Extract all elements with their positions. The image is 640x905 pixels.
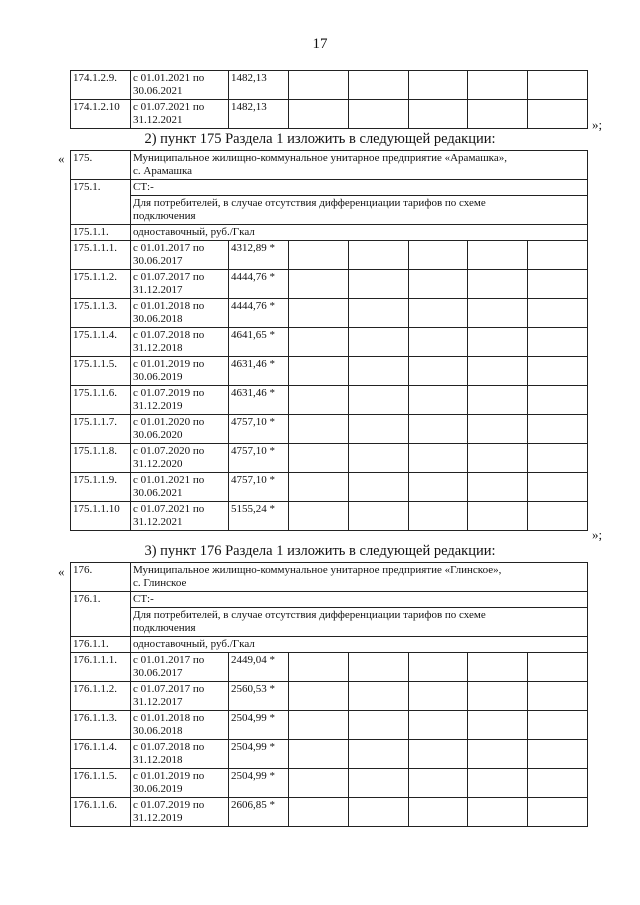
empty-cell: [289, 769, 349, 798]
row-value: 1482,13: [229, 100, 289, 129]
org-number: 176.: [71, 563, 131, 592]
period-from: с 01.07.2020 по: [133, 445, 205, 457]
st-number: 176.1.: [71, 592, 131, 637]
empty-cell: [528, 71, 588, 100]
empty-cell: [528, 682, 588, 711]
st-row: [71, 592, 588, 608]
empty-cell: [468, 71, 528, 100]
empty-cell: [468, 682, 528, 711]
period-from: с 01.01.2020 по: [133, 416, 205, 428]
row-period: [131, 682, 229, 711]
row-period: [131, 502, 229, 531]
rate-row: [71, 225, 588, 241]
row-value: 4757,10 *: [229, 415, 289, 444]
period-from: с 01.07.2018 по: [133, 741, 205, 753]
empty-cell: [348, 415, 408, 444]
empty-cell: [289, 357, 349, 386]
row-number: 176.1.1.1.: [71, 653, 131, 682]
empty-cell: [468, 769, 528, 798]
row-value: 2606,85 *: [229, 798, 289, 827]
period-to: 31.12.2018: [133, 342, 183, 354]
empty-cell: [408, 682, 468, 711]
table-row: [71, 71, 588, 100]
row-period: [131, 769, 229, 798]
empty-cell: [408, 241, 468, 270]
row-value: 2449,04 *: [229, 653, 289, 682]
row-number: 176.1.1.3.: [71, 711, 131, 740]
row-period: [131, 473, 229, 502]
period-to: 31.12.2019: [133, 812, 183, 824]
empty-cell: [468, 444, 528, 473]
row-value: 2504,99 *: [229, 711, 289, 740]
empty-cell: [348, 241, 408, 270]
empty-cell: [289, 386, 349, 415]
period-to: 31.12.2020: [133, 458, 183, 470]
table-row: [71, 328, 588, 357]
period-from: с 01.01.2019 по: [133, 358, 205, 370]
period-from: с 01.01.2017 по: [133, 654, 205, 666]
row-number: 175.1.1.5.: [71, 357, 131, 386]
opening-quote: «: [58, 564, 65, 579]
empty-cell: [289, 415, 349, 444]
period-to: 31.12.2017: [133, 284, 183, 296]
empty-cell: [289, 740, 349, 769]
rate-number: 176.1.1.: [71, 637, 131, 653]
empty-cell: [468, 502, 528, 531]
empty-cell: [289, 71, 349, 100]
empty-cell: [348, 357, 408, 386]
empty-cell: [468, 473, 528, 502]
row-number: 174.1.2.9.: [71, 71, 131, 100]
opening-quote: «: [58, 151, 65, 166]
period-to: 30.06.2021: [133, 487, 183, 499]
row-number: 175.1.1.4.: [71, 328, 131, 357]
period-from: с 01.01.2019 по: [133, 770, 205, 782]
rate-label: одноставочный, руб./Гкал: [131, 225, 588, 241]
empty-cell: [528, 386, 588, 415]
st-row: [71, 180, 588, 196]
tariff-table-175: [70, 150, 588, 531]
empty-cell: [468, 653, 528, 682]
consumers-label: [131, 196, 588, 225]
period-to: 31.12.2017: [133, 696, 183, 708]
row-value: 4631,46 *: [229, 386, 289, 415]
row-number: 176.1.1.2.: [71, 682, 131, 711]
period-to: 30.06.2018: [133, 725, 183, 737]
empty-cell: [348, 328, 408, 357]
empty-cell: [348, 473, 408, 502]
consumers-line: подключения: [133, 622, 196, 634]
section-heading-175: 2) пункт 175 Раздела 1 изложить в следующей редакции:: [144, 131, 496, 147]
table-row: [71, 444, 588, 473]
org-name: [131, 563, 588, 592]
empty-cell: [528, 357, 588, 386]
empty-cell: [528, 798, 588, 827]
empty-cell: [528, 740, 588, 769]
page-number: 17: [312, 36, 328, 52]
tariff-table-176: [70, 562, 588, 827]
row-period: [131, 386, 229, 415]
empty-cell: [289, 100, 349, 129]
table-row: [71, 502, 588, 531]
closing-quote: »;: [592, 117, 603, 132]
empty-cell: [408, 502, 468, 531]
empty-cell: [408, 100, 468, 129]
row-number: 175.1.1.6.: [71, 386, 131, 415]
empty-cell: [408, 798, 468, 827]
table-row: [71, 241, 588, 270]
empty-cell: [408, 711, 468, 740]
empty-cell: [528, 769, 588, 798]
empty-cell: [468, 711, 528, 740]
row-number: 175.1.1.8.: [71, 444, 131, 473]
empty-cell: [348, 769, 408, 798]
table-row: [71, 769, 588, 798]
table-row: [71, 740, 588, 769]
empty-cell: [408, 270, 468, 299]
empty-cell: [348, 386, 408, 415]
period-from: с 01.07.2019 по: [133, 799, 205, 811]
row-period: [131, 71, 229, 100]
table-row: [71, 711, 588, 740]
row-value: 2504,99 *: [229, 769, 289, 798]
consumers-line: Для потребителей, в случае отсутствия дифференциации тарифов по схеме: [133, 197, 486, 209]
row-number: 174.1.2.10: [71, 100, 131, 129]
row-value: 1482,13: [229, 71, 289, 100]
row-period: [131, 798, 229, 827]
row-period: [131, 711, 229, 740]
period-to: 31.12.2019: [133, 400, 183, 412]
empty-cell: [528, 415, 588, 444]
empty-cell: [289, 653, 349, 682]
row-value: 5155,24 *: [229, 502, 289, 531]
period-from: с 01.07.2017 по: [133, 683, 205, 695]
period-to: 31.12.2021: [133, 516, 183, 528]
period-to: 30.06.2021: [133, 85, 183, 97]
empty-cell: [408, 299, 468, 328]
closing-quote: »;: [592, 527, 603, 542]
empty-cell: [528, 270, 588, 299]
empty-cell: [528, 502, 588, 531]
period-from: с 01.01.2018 по: [133, 300, 205, 312]
table-row: [71, 270, 588, 299]
empty-cell: [528, 711, 588, 740]
empty-cell: [528, 653, 588, 682]
empty-cell: [348, 740, 408, 769]
table-row: [71, 100, 588, 129]
empty-cell: [468, 357, 528, 386]
row-period: [131, 270, 229, 299]
tariff-table-174: [70, 70, 588, 129]
empty-cell: [289, 502, 349, 531]
row-value: 4631,46 *: [229, 357, 289, 386]
st-number: 175.1.: [71, 180, 131, 225]
consumers-row: [71, 608, 588, 637]
empty-cell: [408, 415, 468, 444]
row-number: 175.1.1.7.: [71, 415, 131, 444]
empty-cell: [408, 473, 468, 502]
period-to: 30.06.2020: [133, 429, 183, 441]
empty-cell: [289, 241, 349, 270]
row-number: 176.1.1.5.: [71, 769, 131, 798]
period-from: с 01.01.2021 по: [133, 474, 205, 486]
row-value: 4444,76 *: [229, 299, 289, 328]
period-from: с 01.01.2017 по: [133, 242, 205, 254]
period-to: 30.06.2019: [133, 783, 183, 795]
table-row: [71, 386, 588, 415]
empty-cell: [408, 328, 468, 357]
table-row: [71, 299, 588, 328]
empty-cell: [468, 740, 528, 769]
empty-cell: [408, 653, 468, 682]
org-locality: с. Арамашка: [133, 165, 193, 177]
period-to: 30.06.2018: [133, 313, 183, 325]
empty-cell: [348, 798, 408, 827]
org-name: [131, 151, 588, 180]
consumers-label: [131, 608, 588, 637]
empty-cell: [528, 473, 588, 502]
row-period: [131, 653, 229, 682]
row-number: 175.1.1.2.: [71, 270, 131, 299]
consumers-line: Для потребителей, в случае отсутствия дифференциации тарифов по схеме: [133, 609, 486, 621]
empty-cell: [468, 415, 528, 444]
row-number: 175.1.1.3.: [71, 299, 131, 328]
period-from: с 01.01.2021 по: [133, 72, 205, 84]
row-value: 4757,10 *: [229, 444, 289, 473]
row-period: [131, 740, 229, 769]
empty-cell: [468, 100, 528, 129]
empty-cell: [468, 386, 528, 415]
empty-cell: [408, 71, 468, 100]
empty-cell: [289, 444, 349, 473]
empty-cell: [468, 299, 528, 328]
row-number: 176.1.1.4.: [71, 740, 131, 769]
org-row: [71, 151, 588, 180]
period-from: с 01.01.2018 по: [133, 712, 205, 724]
table-row: [71, 473, 588, 502]
consumers-line: подключения: [133, 210, 196, 222]
org-number: 175.: [71, 151, 131, 180]
empty-cell: [348, 653, 408, 682]
table-row: [71, 357, 588, 386]
rate-number: 175.1.1.: [71, 225, 131, 241]
period-from: с 01.07.2021 по: [133, 101, 205, 113]
empty-cell: [408, 357, 468, 386]
table-row: [71, 415, 588, 444]
empty-cell: [408, 444, 468, 473]
org-row: [71, 563, 588, 592]
empty-cell: [348, 502, 408, 531]
empty-cell: [528, 100, 588, 129]
row-period: [131, 241, 229, 270]
empty-cell: [348, 270, 408, 299]
period-to: 30.06.2017: [133, 667, 183, 679]
table-row: [71, 798, 588, 827]
row-value: 4641,65 *: [229, 328, 289, 357]
empty-cell: [348, 682, 408, 711]
row-number: 175.1.1.9.: [71, 473, 131, 502]
rate-label: одноставочный, руб./Гкал: [131, 637, 588, 653]
empty-cell: [348, 299, 408, 328]
row-number: 176.1.1.6.: [71, 798, 131, 827]
row-period: [131, 328, 229, 357]
empty-cell: [408, 386, 468, 415]
empty-cell: [289, 270, 349, 299]
period-from: с 01.07.2019 по: [133, 387, 205, 399]
empty-cell: [289, 682, 349, 711]
empty-cell: [528, 328, 588, 357]
empty-cell: [468, 241, 528, 270]
row-period: [131, 444, 229, 473]
section-heading-176: 3) пункт 176 Раздела 1 изложить в следующей редакции:: [144, 543, 496, 559]
org-locality: с. Глинское: [133, 577, 187, 589]
empty-cell: [289, 711, 349, 740]
empty-cell: [408, 740, 468, 769]
table-row: [71, 682, 588, 711]
table-row: [71, 653, 588, 682]
rate-row: [71, 637, 588, 653]
empty-cell: [348, 100, 408, 129]
period-to: 30.06.2017: [133, 255, 183, 267]
empty-cell: [528, 299, 588, 328]
empty-cell: [528, 241, 588, 270]
empty-cell: [408, 769, 468, 798]
empty-cell: [348, 444, 408, 473]
row-period: [131, 100, 229, 129]
empty-cell: [348, 71, 408, 100]
empty-cell: [289, 798, 349, 827]
empty-cell: [468, 328, 528, 357]
empty-cell: [289, 473, 349, 502]
org-name-line: Муниципальное жилищно-коммунальное унитарное предприятие «Глинское»,: [133, 564, 502, 576]
empty-cell: [468, 270, 528, 299]
row-period: [131, 357, 229, 386]
empty-cell: [468, 798, 528, 827]
empty-cell: [348, 711, 408, 740]
empty-cell: [289, 299, 349, 328]
row-value: 4757,10 *: [229, 473, 289, 502]
row-number: 175.1.1.1.: [71, 241, 131, 270]
row-period: [131, 415, 229, 444]
period-to: 30.06.2019: [133, 371, 183, 383]
period-from: с 01.07.2018 по: [133, 329, 205, 341]
consumers-row: [71, 196, 588, 225]
empty-cell: [528, 444, 588, 473]
st-label: СТ:-: [131, 180, 588, 196]
row-period: [131, 299, 229, 328]
period-to: 31.12.2021: [133, 114, 183, 126]
row-value: 2504,99 *: [229, 740, 289, 769]
row-value: 4444,76 *: [229, 270, 289, 299]
period-to: 31.12.2018: [133, 754, 183, 766]
org-name-line: Муниципальное жилищно-коммунальное унитарное предприятие «Арамашка»,: [133, 152, 507, 164]
period-from: с 01.07.2017 по: [133, 271, 205, 283]
st-label: СТ:-: [131, 592, 588, 608]
empty-cell: [289, 328, 349, 357]
row-value: 2560,53 *: [229, 682, 289, 711]
row-number: 175.1.1.10: [71, 502, 131, 531]
period-from: с 01.07.2021 по: [133, 503, 205, 515]
row-value: 4312,89 *: [229, 241, 289, 270]
